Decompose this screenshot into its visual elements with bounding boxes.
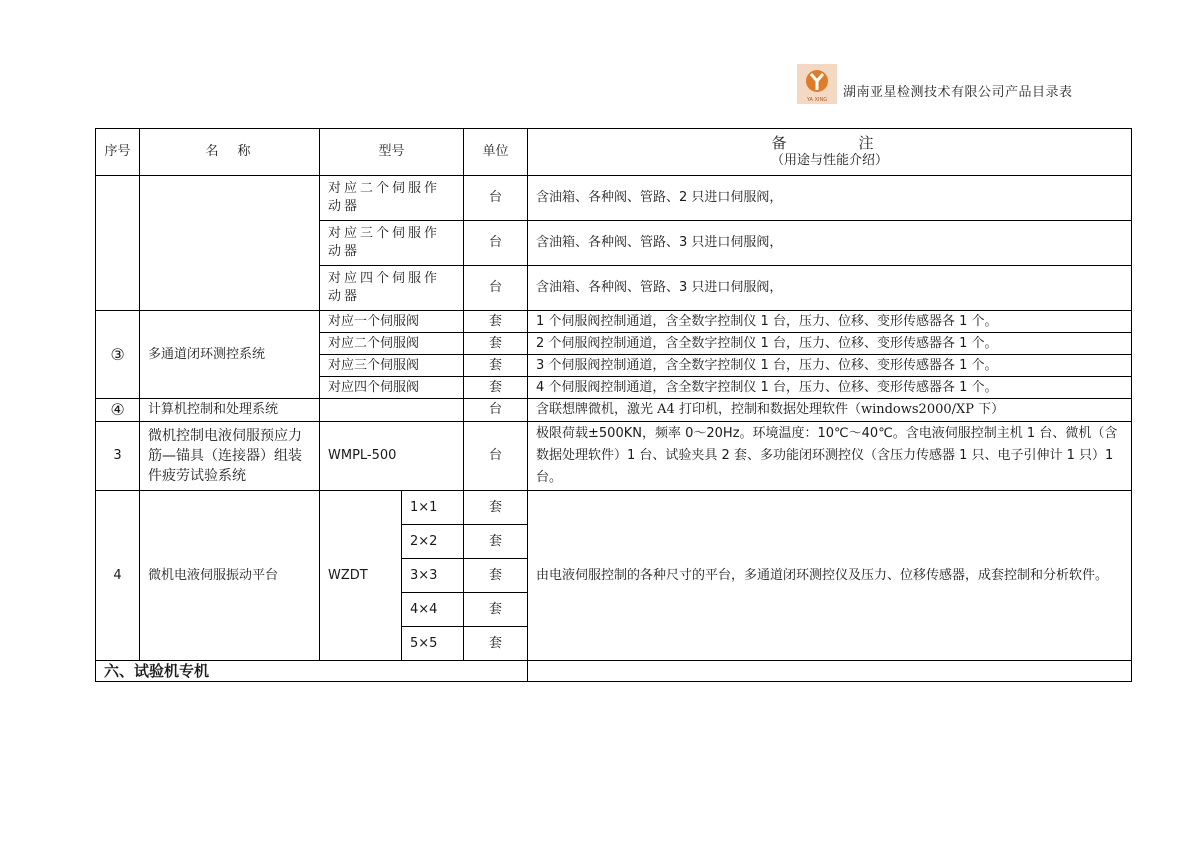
unit-cell: 套 (464, 333, 528, 355)
remark-cell (528, 661, 1132, 682)
remark-cell: 由电液伺服控制的各种尺寸的平台，多通道闭环测控仪及压力、位移传感器，成套控制和分析软件。 (528, 491, 1132, 661)
size-cell: 2×2 (402, 525, 464, 559)
seq-cell: 3 (96, 422, 140, 491)
size-cell: 1×1 (402, 491, 464, 525)
name-cell (140, 176, 320, 311)
header-model: 型号 (320, 129, 464, 176)
table-row (96, 399, 1132, 422)
unit-cell: 套 (464, 559, 528, 593)
size-cell: 3×3 (402, 559, 464, 593)
model-cell: 对应一个伺服阀 (320, 311, 464, 333)
model-cell: 对应三个伺服作动器 (320, 221, 464, 266)
remark-cell: 含油箱、各种阀、管路、3 只进口伺服阀， (528, 266, 1132, 311)
table-row (96, 422, 1132, 491)
table-row (96, 311, 1132, 333)
remark-cell: 1 个伺服阀控制通道，含全数字控制仪 1 台，压力、位移、变形传感器各 1 个。 (528, 311, 1132, 333)
remark-cell: 含油箱、各种阀、管路、2 只进口伺服阀， (528, 176, 1132, 221)
unit-cell: 套 (464, 377, 528, 399)
unit-cell: 套 (464, 525, 528, 559)
remark-cell: 含联想牌微机，激光 A4 打印机，控制和数据处理软件（windows2000/XP 下） (528, 399, 1132, 422)
name-cell: 微机电液伺服振动平台 (140, 491, 320, 661)
remark-cell: 4 个伺服阀控制通道，含全数字控制仪 1 台，压力、位移、变形传感器各 1 个。 (528, 377, 1132, 399)
model-cell: WZDT (320, 491, 402, 661)
unit-cell: 套 (464, 491, 528, 525)
model-cell: 对应二个伺服作动器 (320, 176, 464, 221)
model-cell: 对应三个伺服阀 (320, 355, 464, 377)
table-header-row (96, 129, 1132, 176)
unit-cell: 套 (464, 593, 528, 627)
name-cell: 微机控制电液伺服预应力筋—锚具（连接器）组装件疲劳试验系统 (140, 422, 320, 491)
seq-cell: ④ (96, 399, 140, 422)
unit-cell: 台 (464, 221, 528, 266)
unit-cell: 台 (464, 176, 528, 221)
logo-caption: YA XING (806, 97, 828, 103)
unit-cell: 台 (464, 266, 528, 311)
unit-cell: 台 (464, 422, 528, 491)
seq-cell (96, 176, 140, 311)
company-logo (797, 64, 837, 104)
remark-cell: 3 个伺服阀控制通道，含全数字控制仪 1 台，压力、位移、变形传感器各 1 个。 (528, 355, 1132, 377)
seq-cell: ③ (96, 311, 140, 399)
seq-cell: 4 (96, 491, 140, 661)
header-remark-subtitle: （用途与性能介绍） (771, 153, 889, 168)
unit-cell: 台 (464, 399, 528, 422)
model-cell: 对应四个伺服阀 (320, 377, 464, 399)
remark-cell: 极限荷载±500KN，频率 0～20Hz。环境温度：10℃～40℃。含电液伺服控制主机 1 台、微机（含数据处理软件）1 台、试验夹具 2 套、多功能闭环测控仪（含压力传感器 1 只、电子引伸计 1 只）1 台。 (528, 422, 1132, 491)
section-heading: 六、试验机专机 (96, 661, 528, 682)
size-cell: 4×4 (402, 593, 464, 627)
table-row (96, 661, 1132, 682)
name-cell: 计算机控制和处理系统 (140, 399, 320, 422)
header-name: 名 称 (140, 129, 320, 176)
model-cell: WMPL-500 (320, 422, 464, 491)
model-cell (320, 399, 464, 422)
header-remark (528, 129, 1132, 176)
product-table (95, 128, 1132, 682)
model-cell: 对应二个伺服阀 (320, 333, 464, 355)
header-seq: 序号 (96, 129, 140, 176)
size-cell: 5×5 (402, 627, 464, 661)
unit-cell: 套 (464, 627, 528, 661)
table-row (96, 491, 1132, 525)
remark-cell: 2 个伺服阀控制通道，含全数字控制仪 1 台，压力、位移、变形传感器各 1 个。 (528, 333, 1132, 355)
header-remark-title: 备 注 (771, 134, 888, 152)
table-row (96, 176, 1132, 221)
name-cell: 多通道闭环测控系统 (140, 311, 320, 399)
company-name: 湖南亚星检测技术有限公司产品目录表 (843, 85, 1073, 100)
unit-cell: 套 (464, 355, 528, 377)
remark-cell: 含油箱、各种阀、管路、3 只进口伺服阀， (528, 221, 1132, 266)
model-cell: 对应四个伺服作动器 (320, 266, 464, 311)
header-unit: 单位 (464, 129, 528, 176)
unit-cell: 套 (464, 311, 528, 333)
